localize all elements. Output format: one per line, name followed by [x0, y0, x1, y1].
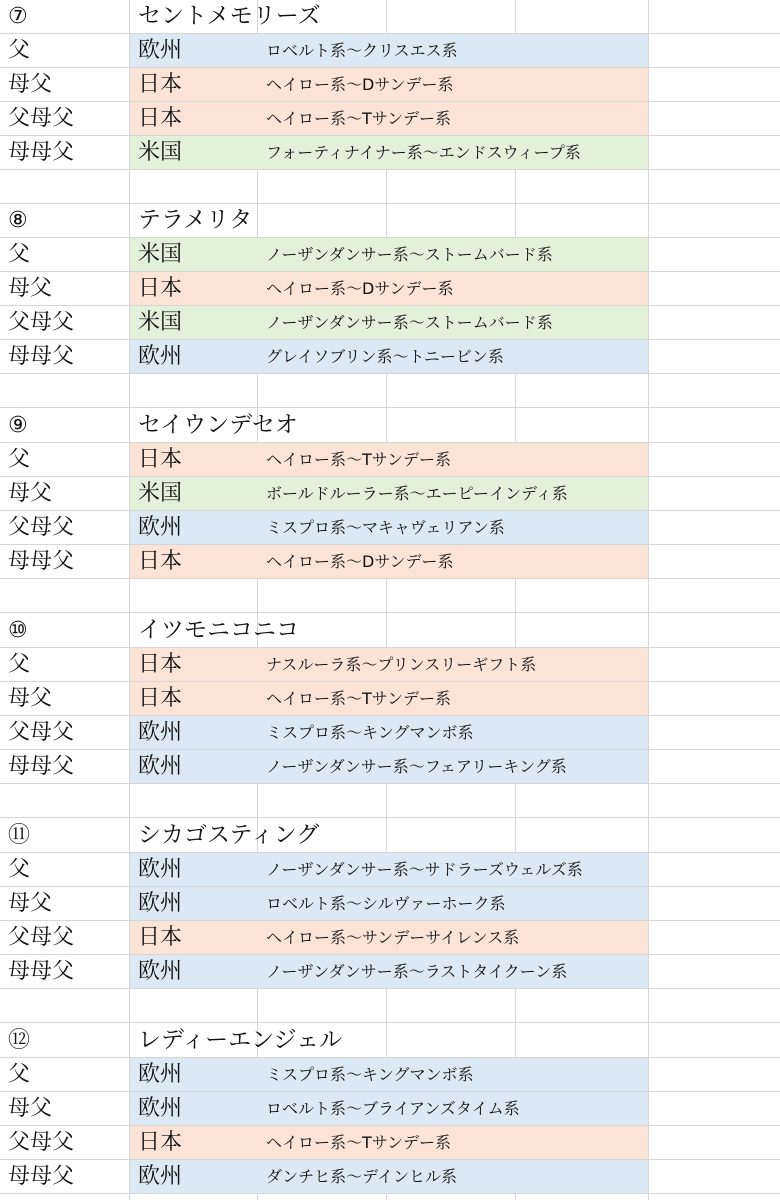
pedigree-row [0, 1092, 780, 1126]
region-label: 欧州 [138, 720, 183, 745]
pedigree-role: 母母父 [8, 1164, 75, 1189]
sire-line: ヘイロー系～サンデーサイレンス系 [266, 928, 520, 947]
region-label: 欧州 [138, 1096, 183, 1121]
pedigree-row [0, 955, 780, 989]
sire-line: ヘイロー系～Tサンデー系 [266, 1133, 451, 1152]
region-label: 欧州 [138, 1164, 183, 1189]
region-label: 日本 [138, 925, 183, 950]
pedigree-row [0, 648, 780, 682]
sire-line: ヘイロー系～Dサンデー系 [266, 75, 454, 94]
pedigree-role: 父母父 [8, 310, 75, 335]
sire-line: ボールドルーラー系～エーピーインディ系 [266, 484, 568, 503]
section-number: ⑩ [8, 618, 28, 643]
region-label: 欧州 [138, 754, 183, 779]
pedigree-role: 父母父 [8, 106, 75, 131]
pedigree-role: 父 [8, 38, 31, 63]
region-label: 日本 [138, 276, 183, 301]
pedigree-role: 母父 [8, 481, 53, 506]
pedigree-role: 父 [8, 652, 31, 677]
section-number: ⑫ [8, 1028, 31, 1053]
horse-name: イツモニコニコ [138, 617, 299, 643]
region-label: 日本 [138, 549, 183, 574]
section-header [0, 614, 780, 648]
spacer-row [0, 784, 780, 818]
pedigree-role: 父 [8, 242, 31, 267]
sire-line: ノーザンダンサー系～フェアリーキング系 [266, 757, 567, 776]
sire-line: ミスプロ系～キングマンボ系 [266, 723, 474, 742]
horse-name: テラメリタ [138, 207, 253, 233]
pedigree-role: 父母父 [8, 925, 75, 950]
sire-line: ノーザンダンサー系～サドラーズウェルズ系 [266, 860, 583, 879]
pedigree-role: 母母父 [8, 140, 75, 165]
region-label: 欧州 [138, 857, 183, 882]
section-header [0, 204, 780, 238]
region-label: 米国 [138, 242, 183, 267]
sire-line: フォーティナイナー系～エンドスウィープ系 [266, 143, 581, 162]
section-number: ⑨ [8, 413, 28, 438]
pedigree-row [0, 340, 780, 374]
pedigree-row [0, 477, 780, 511]
pedigree-row [0, 545, 780, 579]
sire-line: ノーザンダンサー系～ストームバード系 [266, 245, 553, 264]
pedigree-role: 母母父 [8, 959, 75, 984]
pedigree-role: 母母父 [8, 754, 75, 779]
pedigree-role: 母母父 [8, 344, 75, 369]
pedigree-role: 父母父 [8, 515, 75, 540]
pedigree-role: 父母父 [8, 1130, 75, 1155]
horse-name: セントメモリーズ [138, 3, 321, 29]
pedigree-row [0, 1058, 780, 1092]
section-header [0, 409, 780, 443]
section-number: ⑧ [8, 208, 28, 233]
pedigree-row [0, 682, 780, 716]
spacer-row [0, 374, 780, 408]
sire-line: ロベルト系～シルヴァーホーク系 [266, 894, 506, 913]
region-label: 米国 [138, 140, 183, 165]
horse-name: シカゴスティング [138, 822, 320, 848]
pedigree-role: 父母父 [8, 720, 75, 745]
region-label: 欧州 [138, 891, 183, 916]
section-header [0, 819, 780, 853]
pedigree-row [0, 750, 780, 784]
pedigree-row [0, 921, 780, 955]
region-label: 欧州 [138, 38, 183, 63]
sire-line: ノーザンダンサー系～ストームバード系 [266, 313, 553, 332]
region-label: 日本 [138, 72, 183, 97]
region-label: 日本 [138, 686, 183, 711]
region-label: 欧州 [138, 515, 183, 540]
pedigree-role: 母母父 [8, 549, 75, 574]
sire-line: ノーザンダンサー系～ラストタイクーン系 [266, 962, 568, 981]
sire-line: ヘイロー系～Dサンデー系 [266, 279, 454, 298]
horse-name: レディーエンジェル [138, 1027, 343, 1053]
section-number: ⑪ [8, 823, 31, 848]
section-number: ⑦ [8, 4, 28, 29]
pedigree-role: 父 [8, 857, 31, 882]
sire-line: ヘイロー系～Tサンデー系 [266, 689, 451, 708]
pedigree-row [0, 443, 780, 477]
pedigree-role: 母父 [8, 1096, 53, 1121]
pedigree-row [0, 272, 780, 306]
spacer-row [0, 579, 780, 613]
spacer-row [0, 170, 780, 204]
pedigree-role: 母父 [8, 72, 53, 97]
pedigree-row [0, 68, 780, 102]
sire-line: ナスルーラ系～プリンスリーギフト系 [266, 655, 537, 674]
horse-name: セイウンデセオ [138, 412, 298, 438]
pedigree-row [0, 102, 780, 136]
region-label: 欧州 [138, 1062, 183, 1087]
pedigree-row [0, 511, 780, 545]
pedigree-row [0, 136, 780, 170]
pedigree-row [0, 1160, 780, 1194]
sire-line: グレイソブリン系～トニービン系 [266, 347, 504, 366]
section-header [0, 0, 780, 34]
sire-line: ロベルト系～ブライアンズタイム系 [266, 1099, 520, 1118]
pedigree-role: 母父 [8, 891, 53, 916]
pedigree-row [0, 1126, 780, 1160]
sire-line: ミスプロ系～マキャヴェリアン系 [266, 518, 505, 537]
pedigree-row [0, 887, 780, 921]
pedigree-role: 母父 [8, 276, 53, 301]
sire-line: ヘイロー系～Tサンデー系 [266, 450, 451, 469]
section-header [0, 1024, 780, 1058]
region-label: 日本 [138, 447, 183, 472]
sire-line: ダンチヒ系～デインヒル系 [266, 1167, 458, 1186]
pedigree-row [0, 716, 780, 750]
pedigree-row [0, 238, 780, 272]
region-label: 欧州 [138, 959, 183, 984]
sire-line: ヘイロー系～Dサンデー系 [266, 552, 454, 571]
spacer-row [0, 989, 780, 1023]
pedigree-row [0, 306, 780, 340]
sire-line: ロベルト系～クリスエス系 [266, 41, 458, 60]
pedigree-row [0, 853, 780, 887]
region-label: 米国 [138, 481, 183, 506]
region-label: 米国 [138, 310, 183, 335]
pedigree-row [0, 34, 780, 68]
pedigree-role: 父 [8, 447, 31, 472]
region-label: 日本 [138, 652, 183, 677]
region-label: 日本 [138, 1130, 183, 1155]
pedigree-role: 父 [8, 1062, 31, 1087]
sire-line: ミスプロ系～キングマンボ系 [266, 1065, 474, 1084]
region-label: 欧州 [138, 344, 183, 369]
region-label: 日本 [138, 106, 183, 131]
pedigree-role: 母父 [8, 686, 53, 711]
sire-line: ヘイロー系～Tサンデー系 [266, 109, 451, 128]
